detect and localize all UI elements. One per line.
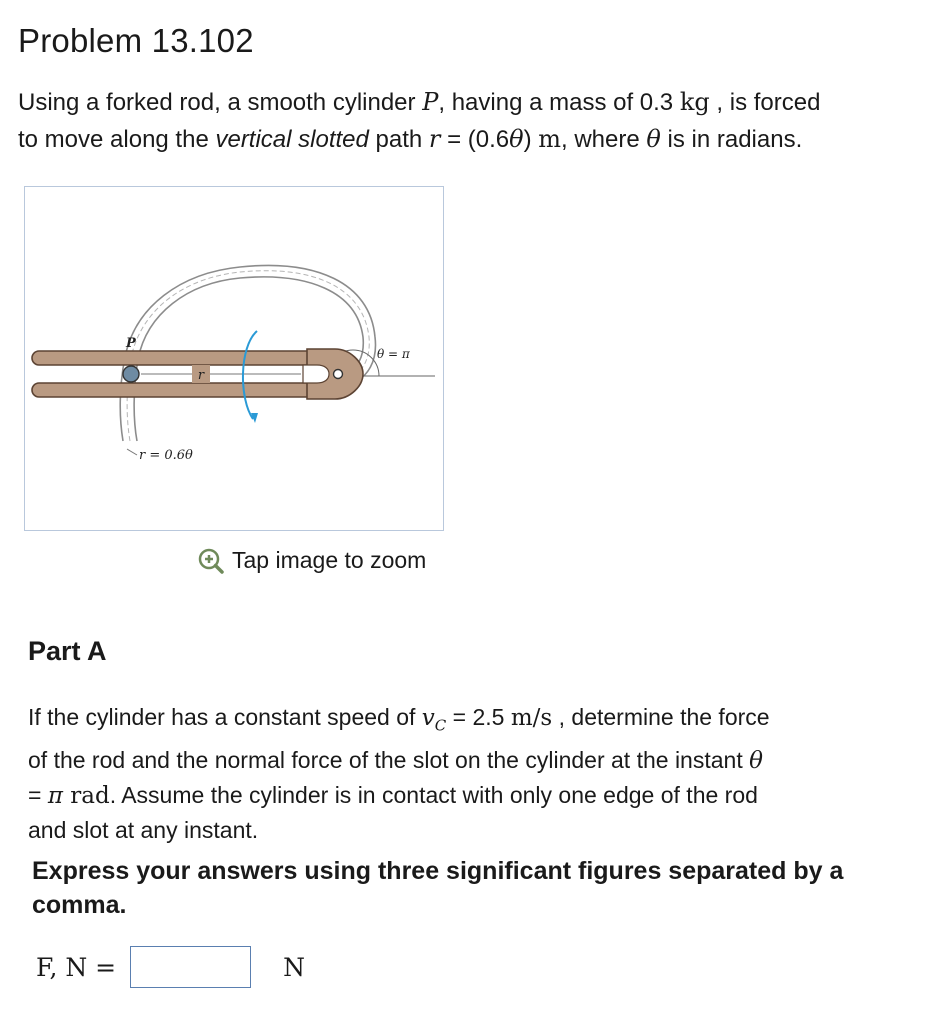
answer-row bbox=[36, 946, 305, 988]
question-text: , determine the force bbox=[552, 704, 770, 730]
part-heading: Part A bbox=[28, 636, 107, 666]
answer-label: F, N = bbox=[36, 952, 117, 982]
unit-ms: m/s bbox=[510, 705, 553, 731]
label-r: r bbox=[197, 368, 205, 383]
intro-emphasis: vertical slotted bbox=[215, 126, 369, 153]
var-pi: π bbox=[47, 782, 63, 809]
intro-text: ) bbox=[523, 126, 539, 153]
path-label-leader bbox=[127, 449, 137, 455]
intro-text: , having a mass of 0.3 bbox=[438, 89, 680, 116]
question-text: If the cylinder has a constant speed of bbox=[28, 704, 422, 730]
question-text: . Assume the cylinder is in contact with only one edge of the rod bbox=[109, 781, 758, 808]
unit-rad: rad bbox=[62, 782, 110, 809]
tap-to-zoom[interactable] bbox=[198, 547, 426, 574]
answer-input[interactable] bbox=[130, 946, 251, 988]
problem-statement bbox=[18, 84, 918, 158]
var-subscript: C bbox=[434, 716, 447, 735]
rotation-arrow bbox=[243, 331, 257, 419]
intro-text: Using a forked rod, a smooth cylinder bbox=[18, 89, 423, 116]
intro-text: is in radians. bbox=[660, 126, 803, 153]
answer-instructions: Express your answers using three significant figures separated by a comma. bbox=[32, 857, 844, 919]
intro-text: , where bbox=[561, 126, 647, 153]
figure-diagram bbox=[25, 187, 443, 530]
intro-text: , is forced bbox=[709, 89, 821, 116]
problem-title: Problem 13.102 bbox=[18, 22, 254, 59]
var-v: v bbox=[421, 705, 435, 731]
intro-text: path bbox=[368, 126, 429, 153]
unit-kg: kg bbox=[679, 88, 710, 116]
intro-text: = (0.6 bbox=[440, 126, 510, 153]
label-path: r = 0.6θ bbox=[139, 448, 193, 463]
question-text: = bbox=[28, 781, 48, 808]
cylinder-P bbox=[123, 366, 139, 382]
intro-text: to move along the bbox=[18, 126, 216, 153]
var-theta: θ bbox=[646, 125, 661, 153]
var-theta: θ bbox=[749, 747, 763, 774]
var-theta: θ bbox=[509, 125, 524, 153]
zoom-in-icon bbox=[198, 548, 224, 574]
question-text: = 2.5 bbox=[446, 704, 511, 730]
label-theta-eq: θ = π bbox=[377, 347, 410, 361]
answer-unit: N bbox=[283, 952, 305, 982]
zoom-label: Tap image to zoom bbox=[232, 547, 427, 573]
var-P: P bbox=[422, 88, 439, 116]
unit-m: m bbox=[538, 125, 562, 153]
part-question bbox=[28, 700, 888, 847]
question-text: and slot at any instant. bbox=[28, 816, 259, 843]
var-r: r bbox=[428, 125, 441, 153]
problem-figure[interactable] bbox=[24, 186, 444, 531]
question-text: of the rod and the normal force of the slot on the cylinder at the instant bbox=[28, 746, 750, 773]
label-P: P bbox=[126, 336, 136, 351]
